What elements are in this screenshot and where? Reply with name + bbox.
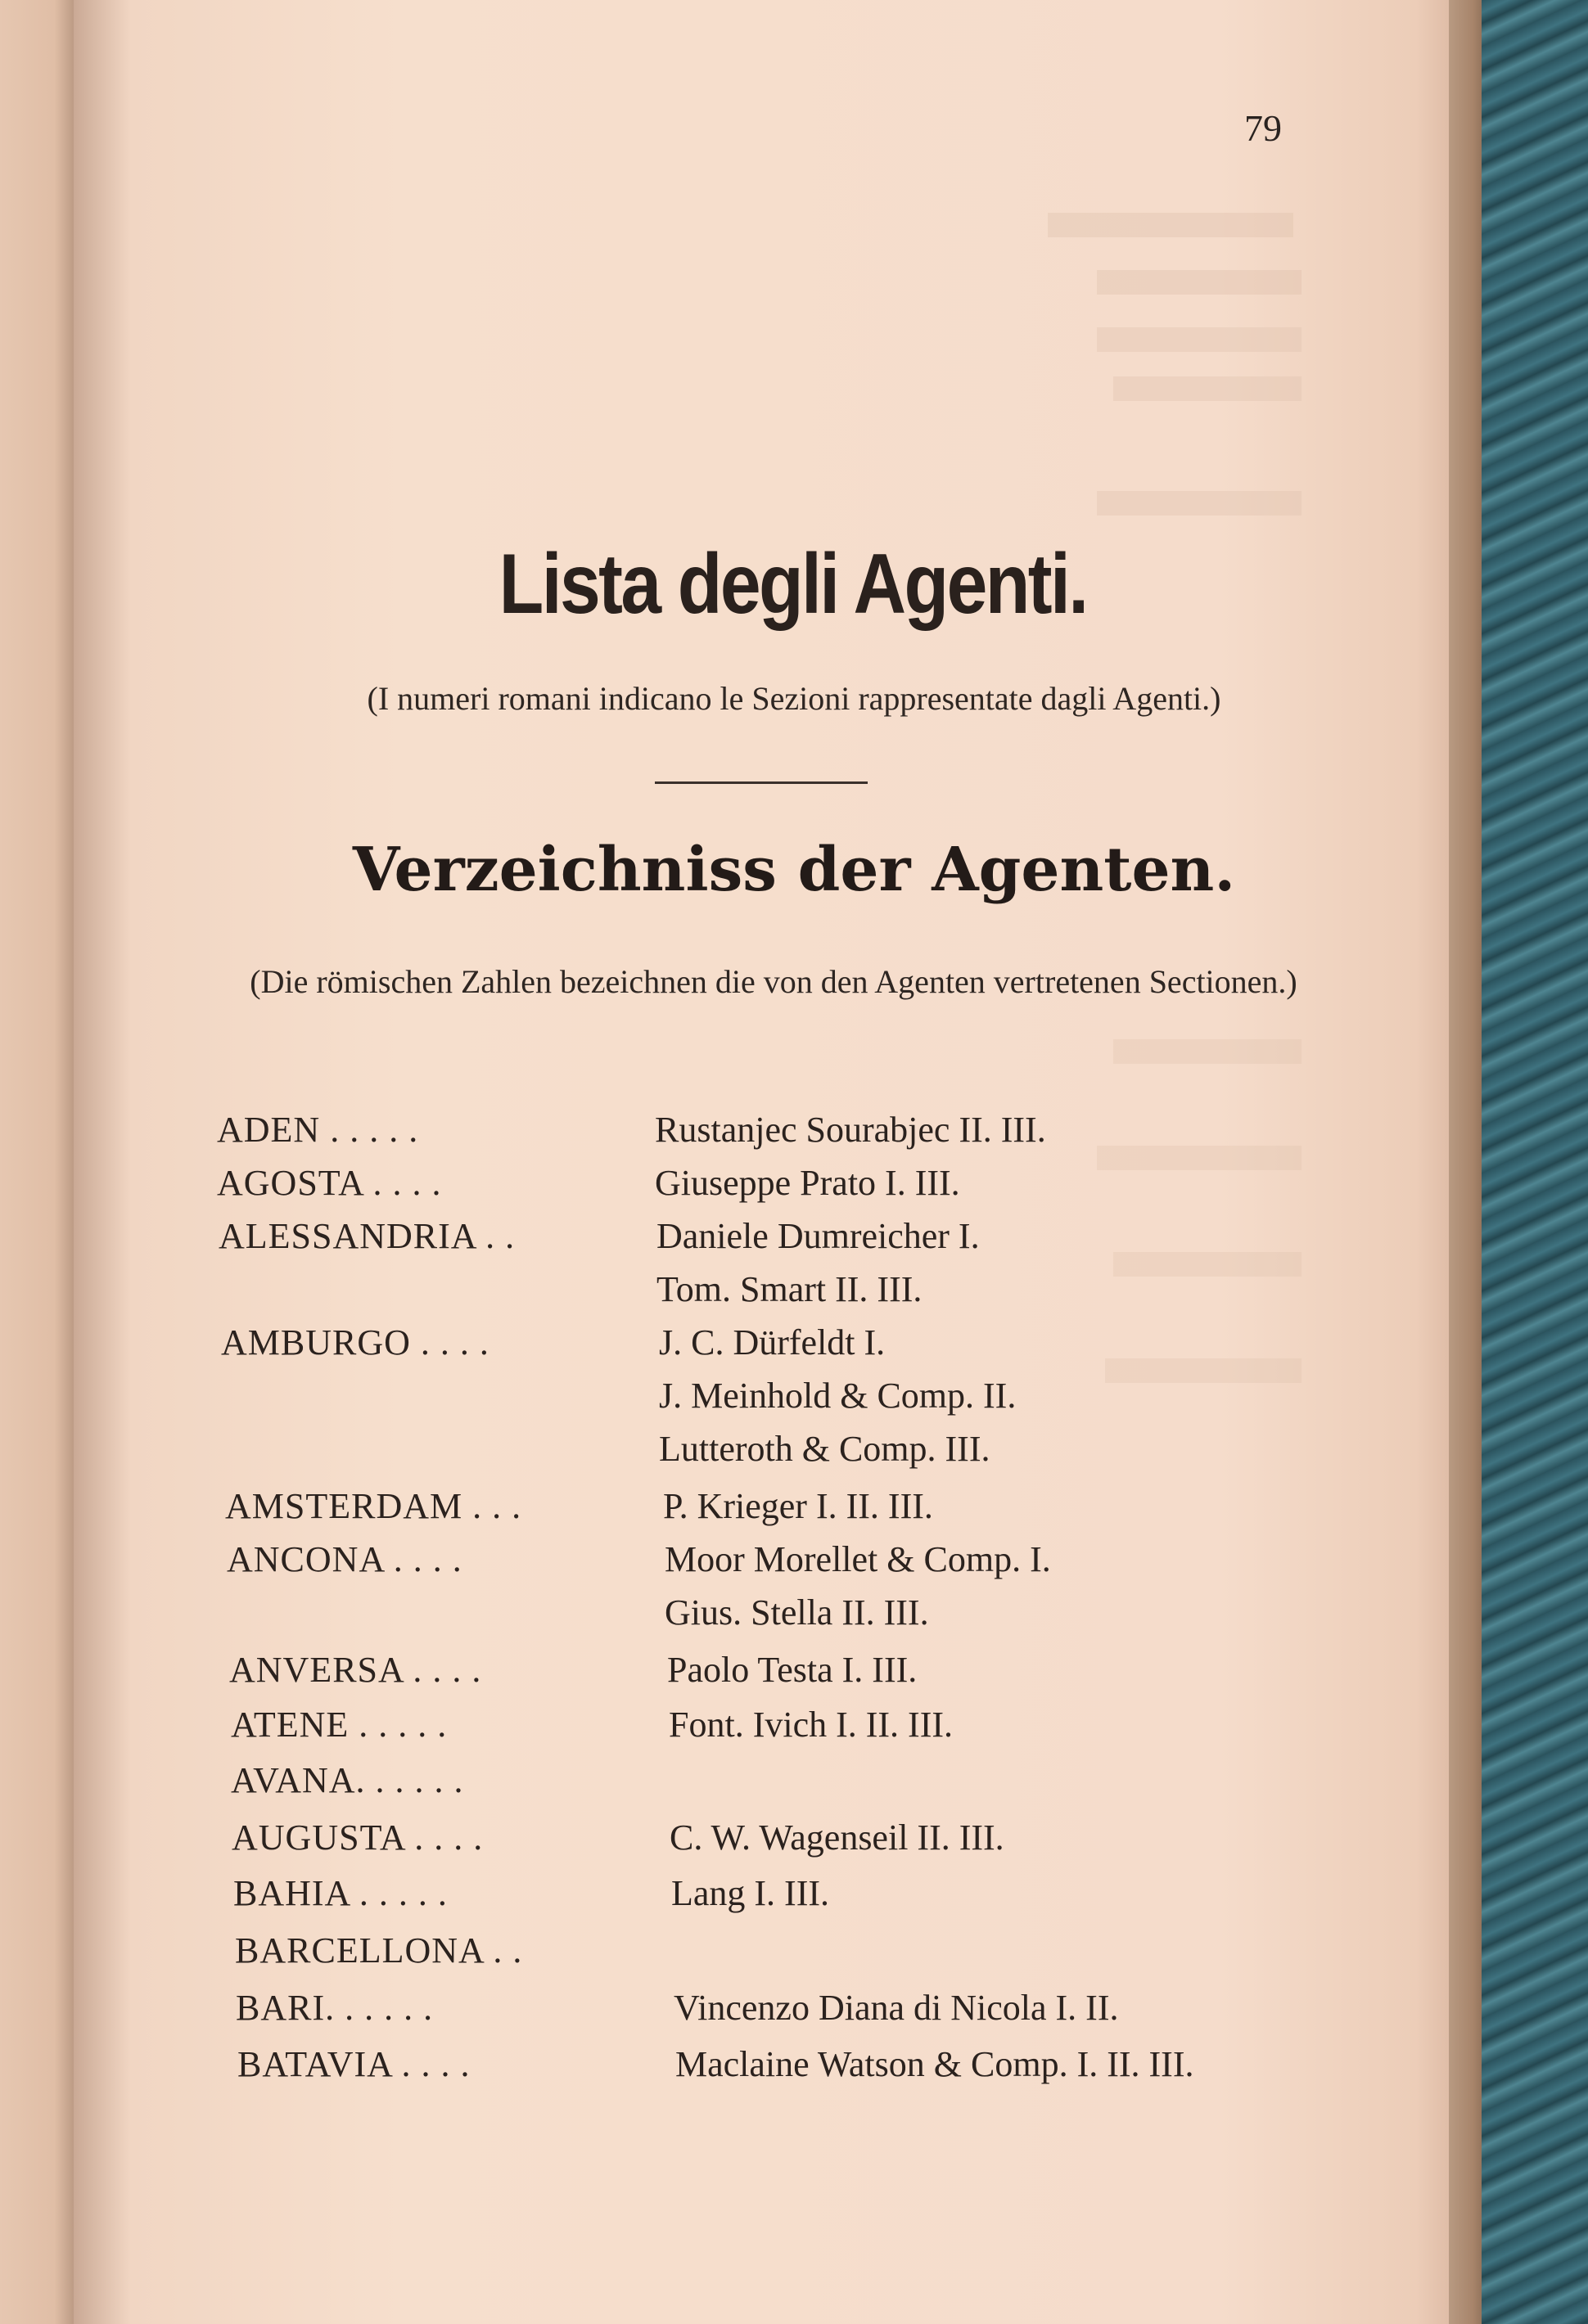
city-name: ADEN . . . . . — [217, 1110, 419, 1150]
city-name: AVANA. . . . . . — [231, 1760, 464, 1800]
agent-name: Daniele Dumreicher I. — [656, 1216, 980, 1256]
show-through-shadow — [1113, 1252, 1302, 1277]
show-through-shadow — [1113, 376, 1302, 401]
city-name: AMSTERDAM . . . — [225, 1486, 522, 1526]
agent-name: Paolo Testa I. III. — [667, 1650, 918, 1690]
agent-name: J. C. Dürfeldt I. — [659, 1322, 886, 1362]
show-through-shadow — [1097, 327, 1302, 352]
city-name: AUGUSTA . . . . — [232, 1817, 484, 1858]
agent-name: Rustanjec Sourabjec II. III. — [655, 1110, 1046, 1150]
city-name: BARI. . . . . . — [236, 1988, 434, 2028]
page-title-italian: Lista degli Agenti. — [499, 537, 1087, 632]
page-number: 79 — [1244, 107, 1282, 149]
city-name: BATAVIA . . . . — [237, 2044, 471, 2084]
city-name: AMBURGO . . . . — [221, 1322, 489, 1362]
marbled-cover — [1482, 0, 1588, 2324]
city-name: AGOSTA . . . . — [217, 1163, 442, 1203]
agent-name: Lutteroth & Comp. III. — [659, 1429, 990, 1469]
show-through-shadow — [1097, 491, 1302, 516]
show-through-shadow — [1105, 1358, 1302, 1383]
agent-name: Moor Morellet & Comp. I. — [665, 1539, 1051, 1579]
agent-name: P. Krieger I. II. III. — [663, 1486, 933, 1526]
city-name: ANCONA . . . . — [227, 1539, 462, 1579]
previous-page-edge — [0, 0, 78, 2324]
agent-name: Tom. Smart II. III. — [656, 1269, 923, 1309]
subtitle-italian: (I numeri romani indicano le Sezioni rappresentate dagli Agenti.) — [367, 680, 1221, 717]
city-name: ALESSANDRIA . . — [219, 1216, 516, 1256]
city-name: BARCELLONA . . — [235, 1930, 523, 1970]
show-through-shadow — [1097, 270, 1302, 295]
agent-name: Font. Ivich I. II. III. — [669, 1705, 954, 1745]
show-through-shadow — [1097, 1146, 1302, 1170]
agent-name: J. Meinhold & Comp. II. — [659, 1376, 1017, 1416]
show-through-shadow — [1048, 213, 1293, 237]
agent-name: Maclaine Watson & Comp. I. II. III. — [675, 2044, 1194, 2084]
agent-name: Gius. Stella II. III. — [665, 1592, 929, 1633]
city-name: ANVERSA . . . . — [229, 1650, 482, 1690]
agent-name: Vincenzo Diana di Nicola I. II. — [674, 1988, 1119, 2028]
agent-name: C. W. Wagenseil II. III. — [670, 1817, 1004, 1858]
agent-name: Lang I. III. — [671, 1873, 830, 1913]
subtitle-german: (Die römischen Zahlen bezeichnen die von den Agenten vertretenen Sectionen.) — [250, 963, 1297, 1000]
city-name: BAHIA . . . . . — [233, 1873, 448, 1913]
show-through-shadow — [1113, 1039, 1302, 1064]
agent-name: Giuseppe Prato I. III. — [655, 1163, 960, 1203]
divider-rule — [655, 781, 868, 784]
page-title-german: Verzeichniss der Agenten. — [352, 835, 1236, 905]
city-name: ATENE . . . . . — [231, 1705, 448, 1745]
